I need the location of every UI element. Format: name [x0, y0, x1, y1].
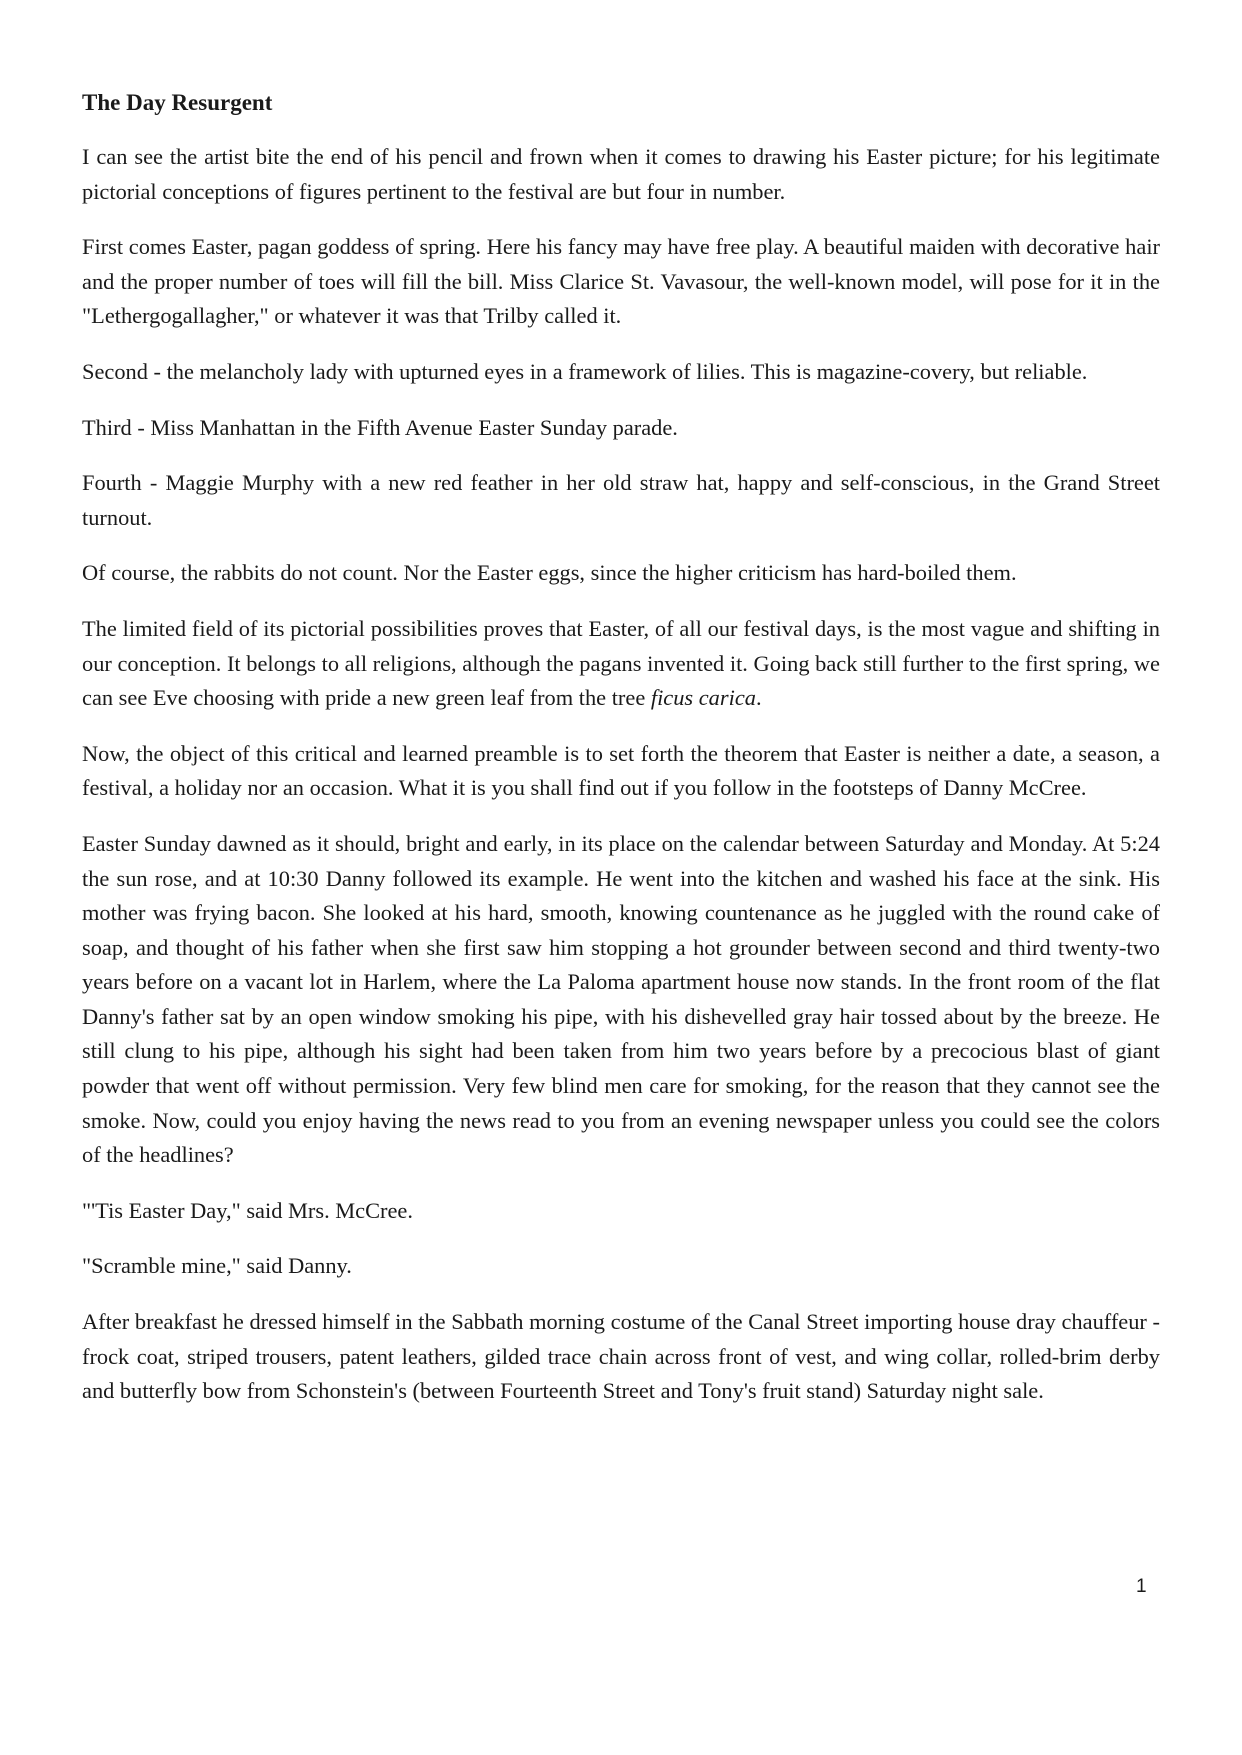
paragraph-10: "'Tis Easter Day," said Mrs. McCree. [82, 1197, 413, 1223]
paragraph-7-italic: ficus carica [650, 685, 756, 711]
paragraph-4: Third - Miss Manhattan in the Fifth Avenue Easter Sunday parade. [82, 414, 678, 440]
paragraph-8: Now, the object of this critical and learned preamble is to set forth the theorem that Easter is neither a date, a season, a festival, a holiday nor an occasion. What it is you shall find out if you follow in the footsteps of Danny McCree. [82, 740, 1160, 801]
paragraph-12: After breakfast he dressed himself in the Sabbath morning costume of the Canal Street importing house dray chauffeur - frock coat, striped trousers, patent leathers, gilded trace chain across front of vest, and wing collar, rolled-brim derby and butterfly bow from Schonstein's (between Fourteenth Street and Tony's fruit stand) Saturday night sale. [82, 1309, 1160, 1404]
paragraph-5: Fourth - Maggie Murphy with a new red feather in her old straw hat, happy and self-conscious, in the Grand Street turnout. [82, 470, 1160, 530]
paragraph-2: First comes Easter, pagan goddess of spring. Here his fancy may have free play. A beautiful maiden with decorative hair and the proper number of toes will fill the bill. Miss Clarice St. Vavasour, the well-known model, will pose for it in the "Lethergogallagher," or whatever it was that Trilby called it. [82, 234, 1160, 329]
paragraph-11: "Scramble mine," said Danny. [82, 1253, 352, 1279]
paragraph-1: I can see the artist bite the end of his pencil and frown when it comes to drawing his Easter picture; for his legitimate pictorial conceptions of figures pertinent to the festival are but four in number. [82, 144, 1160, 204]
paragraph-9: Easter Sunday dawned as it should, bright and early, in its place on the calendar between Saturday and Monday. At 5:24 the sun rose, and at 10:30 Danny followed its example. He went into the kitchen and washed his face at the sink. His mother was frying bacon. She looked at his hard, smooth, knowing countenance as he juggled with the round cake of soap, and thought of his father when she first saw him stopping a hot grounder between second and third twenty-two years before on a vacant lot in Harlem, where the La Paloma apartment house now stands. In the front room of the flat Danny's father sat by an open window smoking his pipe, with his dishevelled gray hair tossed about by the breeze. He still clung to his pipe, although his sight had been taken from him two years before by a precocious blast of giant powder that went off without permission. Very few blind men care for smoking, for the reason that they cannot see the smoke. Now, could you enjoy having the news read to you from an evening newspaper unless you could see the colors of the headlines? [82, 830, 1160, 1168]
document-page [82, 86, 1160, 1430]
paragraph-6: Of course, the rabbits do not count. Nor the Easter eggs, since the higher criticism has hard-boiled them. [82, 560, 1017, 586]
page-number: 1 [1136, 1576, 1147, 1597]
document-title: The Day Resurgent [82, 90, 273, 115]
paragraph-3: Second - the melancholy lady with upturned eyes in a framework of lilies. This is magazine-covery, but reliable. [82, 358, 1088, 384]
paragraph-7-after: . [755, 685, 762, 711]
paragraph-7 [82, 612, 1160, 716]
paragraph-7-text: The limited field of its pictorial possibilities proves that Easter, of all our festival days, is the most vague and shifting in our conception. It belongs to all religions, although the pagans invented it. Going back still further to the first spring, we can see Eve choosing with pride a new green leaf from the tree [82, 615, 1160, 711]
